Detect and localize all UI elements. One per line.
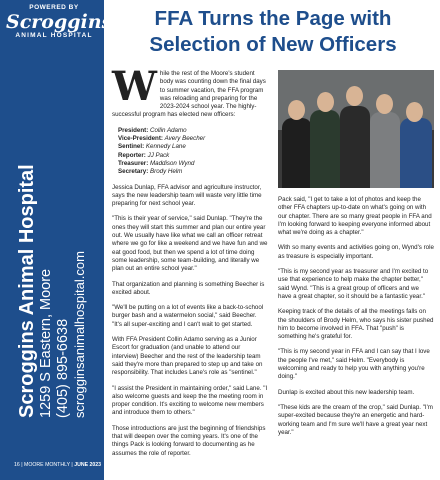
body-paragraph: Keeping track of the details of all the meetings falls on the shoulders of Brody Helm, who says his sister pushed him to become involved in FFA. That "push" is something he's grateful for. <box>278 308 434 341</box>
drop-cap: W <box>112 63 157 110</box>
officer-item: Reporter: JJ Pack <box>118 151 170 159</box>
title-line-2: Selection of New Officers <box>149 33 397 56</box>
intro-text: hile the rest of the Moore's student body was counting down the final days to summer vacation, the FFA program was reloading and preparing for the 2023-2024 school year. The highly-successful program has elected new officers: <box>112 70 266 119</box>
logo-sub: ANIMAL HOSPITAL <box>15 32 93 39</box>
page-number: 16 <box>14 462 20 468</box>
sponsor-website: scrogginsanimalhospital.com <box>72 251 87 418</box>
body-paragraph: With so many events and activities going on, Wynd's role as treasure is especially important. <box>278 244 434 260</box>
column-left <box>112 63 268 465</box>
body-paragraph: That organization and planning is something Beecher is excited about. <box>112 280 265 296</box>
scroggins-logo <box>6 4 113 52</box>
officer-item: Treasurer: Maddison Wynd <box>118 159 195 167</box>
intro-paragraph <box>112 63 268 120</box>
body-paragraph: Those introductions are just the beginning of friendships that will deepen over the coming years. It's one of the things Pack is looking forward to documenting as he assumes the role of reporter. <box>112 424 266 457</box>
officer-item: Secretary: Brody Helm <box>118 168 183 176</box>
sidebar <box>0 0 113 480</box>
logo-powered-by: POWERED BY <box>29 4 79 11</box>
article-title <box>110 6 436 58</box>
officer-item: President: Collin Adamo <box>118 126 187 134</box>
body-paragraph: "These kids are the cream of the crop," said Dunlap. "I'm super-excited because they're an energetic and hard-working team and I'm sure we'll have a great year next year." <box>278 403 433 436</box>
group-photo-icon <box>278 70 434 188</box>
body-paragraph: Pack said, "I get to take a lot of photos and keep the other FFA chapters up-to-date on what's going on with our chapter. There are so many great people in FFA and I'm looking forward to keeping everyone informed about what we're doing as a chapter." <box>278 196 432 237</box>
body-paragraph: "This is their year of service," said Dunlap. "They're the ones they will start this summer and plan our entire year out. We usually have like what we call an officer retreat where we go for like a weekend and we have fun and we eat good food, but then we spend a lot of time doing some leadership, some team-building, and literally we plan out an entire school year." <box>112 215 268 273</box>
body-paragraph: "This is my second year in FFA and I can say that I love the people I've met," said Helm. "Everybody is welcoming and ready to help you with anything you're doing." <box>278 348 430 381</box>
body-paragraph: "This is my second year as treasurer and I'm excited to use that experience to help make the chapter better," said Wynd. "This is a great group of officers and we have a great chapter, so it should be a fantastic year." <box>278 268 429 300</box>
body-paragraph: Jessica Dunlap, FFA advisor and agriculture instructor, says the new leadership team will waste very little time preparing for next school year. <box>112 183 262 208</box>
title-line-1: FFA Turns the Page with <box>154 7 392 30</box>
page-footer: 16 | MOORE MONTHLY | JUNE 2023 <box>14 462 102 468</box>
magazine-name: MOORE MONTHLY <box>24 462 70 468</box>
officer-item: Sentinel: Kennedy Lane <box>118 143 186 151</box>
body-paragraph: Dunlap is excited about this new leadership team. <box>278 388 415 396</box>
sponsor-phone: (405) 895-6638 <box>55 318 71 418</box>
issue-date: JUNE 2023 <box>74 462 102 468</box>
sponsor-address: 1259 S Eastern, Moore <box>38 268 54 418</box>
officers-list <box>118 127 268 177</box>
body-paragraph: "I assist the President in maintaining order," said Lane. "I also welcome guests and keep the the meeting room in proper condition. It's exciting to welcome new members and introduce them to others." <box>112 384 268 417</box>
sponsor-info <box>16 98 88 418</box>
body-paragraph: With FFA President Collin Adamo serving as a Junior Escort for graduation (and unable to attend our interview) Beecher and the rest of the leadership team said they're more than prepared to step up and take on responsibility. That includes Lane's role as "sentinel." <box>112 336 263 377</box>
officer-item: Vice-President: Avery Beecher <box>118 135 206 143</box>
body-paragraph: "We'll be putting on a lot of events like a back-to-school burger bash and a watermelon social," said Beecher. "It's all super-exciting and I can't wait to get started. <box>112 304 264 328</box>
logo-brand: Scroggins <box>6 11 113 33</box>
column-right <box>278 70 434 444</box>
sponsor-name: Scroggins Animal Hospital <box>16 164 38 418</box>
